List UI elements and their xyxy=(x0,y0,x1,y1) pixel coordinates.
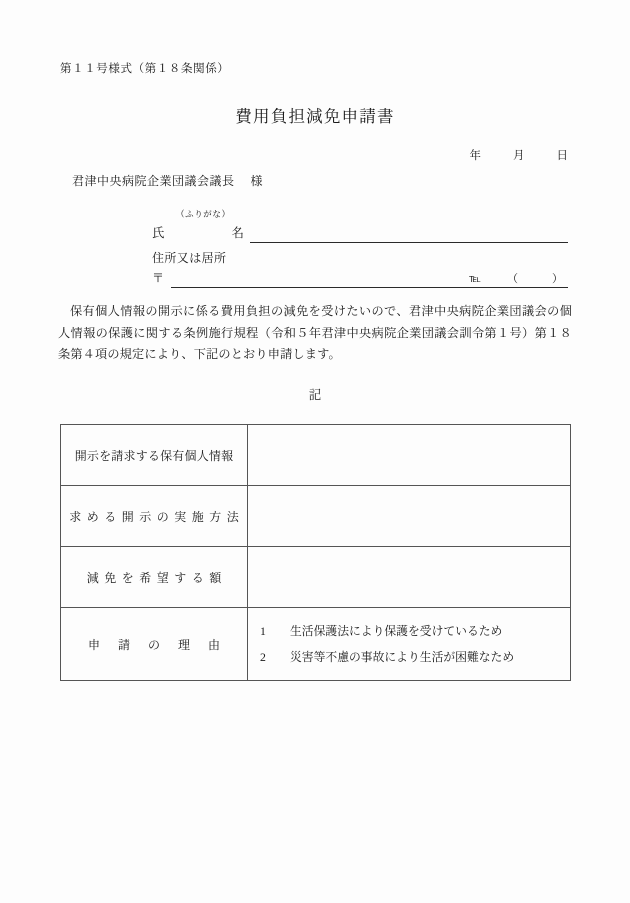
row-value-reduction-amount[interactable] xyxy=(248,547,571,608)
reason-option-2-number: 2 xyxy=(260,650,266,664)
page-title: 費用負担減免申請書 xyxy=(235,107,395,126)
table-row xyxy=(61,425,571,486)
address-input-line[interactable] xyxy=(171,287,568,288)
address-label: 住所又は居所 xyxy=(152,251,227,265)
date-year-label: 年 xyxy=(469,150,481,162)
row-label-disclosure-info xyxy=(61,425,248,486)
name-label xyxy=(152,223,244,241)
postal-mark-icon: 〒 xyxy=(152,271,165,285)
form-number: 第１１号様式（第１８条関係） xyxy=(60,63,230,75)
table-row xyxy=(61,608,571,681)
reason-option-2[interactable] xyxy=(260,644,570,670)
row-label-text: 求める開示の実施方法 xyxy=(69,509,245,524)
date-month-label: 月 xyxy=(513,150,525,162)
date-day-label: 日 xyxy=(556,150,568,162)
ki-marker: 記 xyxy=(308,388,322,402)
reason-option-1-number: 1 xyxy=(260,624,266,638)
name-field-row xyxy=(152,223,568,243)
addressee-suffix: 様 xyxy=(250,174,264,188)
row-label-reduction-amount xyxy=(61,547,248,608)
row-label-text: 申請の理由 xyxy=(87,637,238,652)
name-label-char-2: 名 xyxy=(231,226,244,240)
furigana-label: （ふりがな） xyxy=(176,209,231,219)
telephone-group xyxy=(469,270,563,286)
row-value-disclosure-info[interactable] xyxy=(248,425,571,486)
tel-paren-open: （ xyxy=(507,273,518,285)
row-label-application-reason xyxy=(61,608,248,681)
row-value-application-reason xyxy=(248,608,571,681)
name-label-char-1: 氏 xyxy=(152,226,165,240)
table-row xyxy=(61,547,571,608)
date-line xyxy=(470,147,569,163)
row-label-text: 開示を請求する保有個人情報 xyxy=(74,448,234,463)
name-input-line[interactable] xyxy=(250,242,568,243)
reason-option-2-text: 災害等不慮の事故により生活が困難なため xyxy=(290,650,515,664)
reason-options xyxy=(248,609,570,679)
row-value-disclosure-method[interactable] xyxy=(248,486,571,547)
body-paragraph: 保有個人情報の開示に係る費用負担の減免を受けたいので、君津中央病院企業団議会の個人情報の保護に関する条例施行規程（令和５年君津中央病院企業団議会訓令第１号）第１８条第４項の規定により、下記のとおり申請します。 xyxy=(58,304,572,361)
row-label-text: 減免を希望する額 xyxy=(86,570,227,585)
tel-paren-close: ） xyxy=(552,273,563,285)
row-label-disclosure-method xyxy=(61,486,248,547)
table-row xyxy=(61,486,571,547)
postal-address-row xyxy=(152,268,568,288)
addressee-name: 君津中央病院企業団議会議長 xyxy=(72,174,235,188)
reason-option-1[interactable] xyxy=(260,618,570,644)
telephone-icon: ℡ xyxy=(469,273,481,285)
addressee xyxy=(72,172,263,189)
application-table xyxy=(60,424,571,681)
reason-option-1-text: 生活保護法により保護を受けているため xyxy=(290,624,503,638)
